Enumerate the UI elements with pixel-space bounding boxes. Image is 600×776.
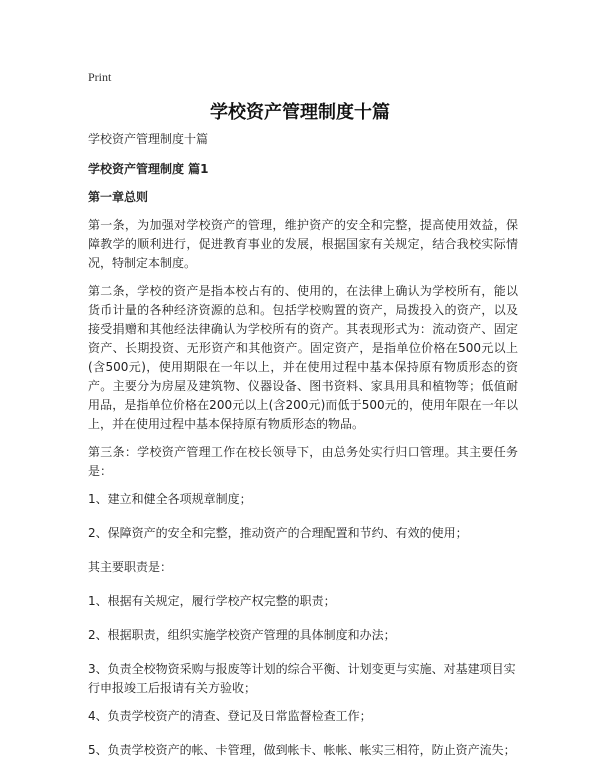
responsibility-item: 4、负责学校资产的清查、登记及日常监督检查工作； xyxy=(88,709,372,723)
responsibility-item: 1、根据有关规定，履行学校产权完整的职责； xyxy=(88,594,336,608)
paragraph-article-1: 第一条，为加强对学校资产的管理，维护资产的安全和完整，提高使用效益，保障教学的顺利进行，促进教育事业的发展，根据国家有关规定，结合我校实际情况，特制定本制度。 xyxy=(88,218,518,270)
task-item: 2、保障资产的安全和完整，推动资产的合理配置和节约、有效的使用； xyxy=(88,526,468,540)
paragraph-article-3: 第三条：学校资产管理工作在校长领导下，由总务处实行归口管理。其主要任务是： xyxy=(88,445,518,478)
document-body xyxy=(88,130,518,775)
paragraph-article-2: 第二条，学校的资产是指本校占有的、使用的，在法律上确认为学校所有，能以货币计量的各种经济资源的总和。包括学校购置的资产，局拨投入的资产，以及接受捐赠和其他经法律确认为学校所有的资产。其表现形式为：流动资产、固定资产、长期投资、无形资产和其他资产。固定资产，是指单位价格在500元以上(含500元)，使用期限在一年以上，并在使用过程中基本保持原有物质形态的资产。主要分为房屋及建筑物、仪器设备、图书资料、家具用具和植物等；低值耐用品，是指单位价格在200元以上(含200元)而低于500元的，使用年限在一年以上，并在使用过程中基本保持原有物质形态的物品。 xyxy=(88,284,518,431)
section-title: 学校资产管理制度 篇1 xyxy=(88,162,209,176)
document-title: 学校资产管理制度十篇 xyxy=(210,102,390,123)
responsibility-item: 5、负责学校资产的帐、卡管理，做到帐卡、帐帐、帐实三相符，防止资产流失； xyxy=(88,743,516,757)
task-item: 1、建立和健全各项规章制度； xyxy=(88,492,252,506)
responsibility-item: 3、负责全校物资采购与报废等计划的综合平衡、计划变更与实施、对基建项目实行申报竣工后报请有关方验收； xyxy=(88,662,516,695)
chapter-title: 第一章总则 xyxy=(88,190,149,204)
document-subtitle: 学校资产管理制度十篇 xyxy=(88,132,209,146)
responsibilities-heading: 其主要职责是： xyxy=(88,560,173,574)
responsibility-item: 2、根据职责，组织实施学校资产管理的具体制度和办法； xyxy=(88,628,396,642)
print-link[interactable]: Print xyxy=(88,70,112,84)
